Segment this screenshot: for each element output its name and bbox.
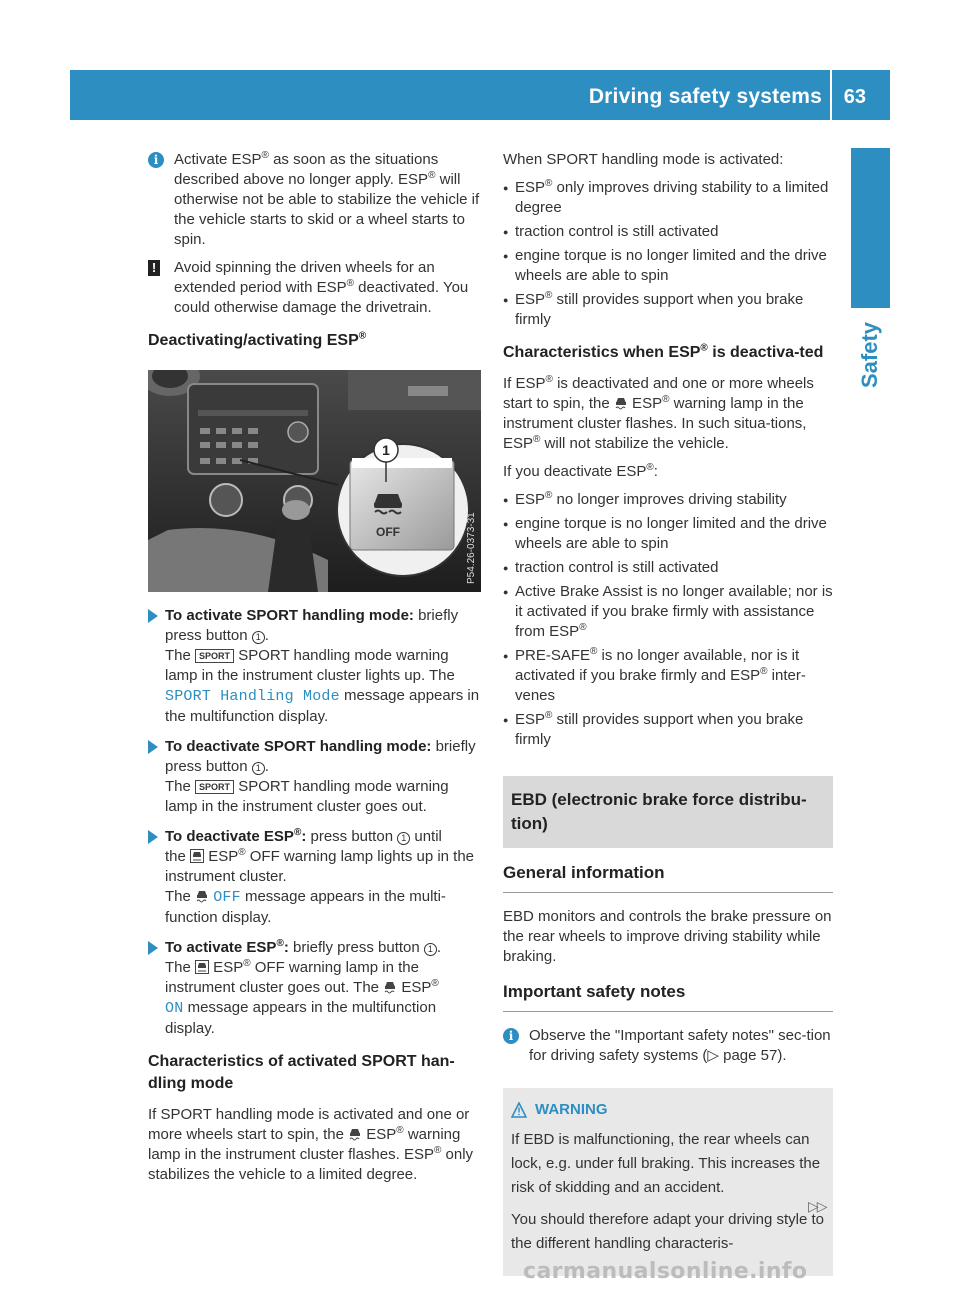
off-label: OFF [376,525,400,539]
action-arrow-icon [148,941,158,955]
step-deactivate-esp: To deactivate ESP®: press button 1 until the ESP® OFF warning lamp lights up in the instrument cluster. The OFF message appears in the multi-function display. [148,827,481,928]
heading-deactivating-esp: Deactivating/activating ESP® [148,330,367,349]
section-title: Driving safety systems [588,85,822,108]
display-message: SPORT Handling Mode [165,688,340,705]
list-item: ● traction control is still activated [503,222,833,242]
page-reference-arrow-icon: ▷ [707,1047,719,1064]
esp-warning-icon [348,1127,362,1141]
esp-deactivated-paragraph: If ESP® is deactivated and one or more wheels start to spin, the ESP® warning lamp in the instrument cluster flashes. In such situa-tions, ESP® will not stabilize the vehicle. [503,374,814,452]
watermark: carmanualsonline.info [523,1259,808,1284]
info-icon: i [148,152,164,168]
sport-symbol-icon: SPORT [195,780,234,794]
button-1-reference: 1 [252,631,265,644]
list-item: ● Active Brake Assist is no longer available; nor is it activated if you brake firmly with assistance from ESP® [503,582,833,642]
heading-esp-deactivated: Characteristics when ESP® is deactiva-ted [503,342,824,361]
list-item: ● ESP® only improves driving stability to a limited degree [503,178,833,218]
list-item: ● traction control is still activated [503,558,833,578]
warning-box [503,1088,833,1276]
ebd-section-heading: EBD (electronic brake force distribu-tion) [503,776,833,848]
button-1-reference: 1 [424,943,437,956]
warning-triangle-icon [511,1102,527,1118]
list-item: ● PRE-SAFE® is no longer available, nor is it activated if you brake firmly and ESP® inter-venes [503,646,833,706]
step-activate-esp: To activate ESP®: briefly press button 1 . The ESP® OFF warning lamp in the instrument cluster goes out. The ESP® ON message appears in the multifunction display. [148,938,481,1039]
heading-sport-characteristics: Characteristics of activated SPORT han-dling mode [148,1053,455,1092]
page-header [70,70,890,120]
display-message: OFF [213,889,241,906]
warning-text-2: You should therefore adapt your driving style to the different handling characteris- [511,1211,824,1252]
esp-off-icon [190,849,204,863]
header-divider [830,70,832,120]
heading-general-information: General information [503,862,833,893]
button-1-reference: 1 [252,762,265,775]
info-note: i Activate ESP® as soon as the situations described above no longer apply. ESP® will otherwise not be able to stabilize the vehicle if the vehicle starts to skid or a wheel starts to spin. [148,150,481,250]
page-number: 63 [843,86,866,108]
action-arrow-icon [148,830,158,844]
continue-arrows-icon: ▷▷ [808,1198,826,1214]
sport-symbol-icon: SPORT [195,649,234,663]
esp-off-icon [195,960,209,974]
exclamation-icon: ! [148,260,160,276]
warning-text-1: If EBD is malfunctioning, the rear wheels can lock, e.g. under full braking. This increases the risk of skidding and an accident. [511,1131,821,1196]
right-column [503,150,833,1276]
button-1-reference: 1 [397,832,410,845]
action-arrow-icon [148,609,158,623]
esp-warning-icon [614,396,628,410]
list-item: ● ESP® still provides support when you brake firmly [503,290,833,330]
console-illustration [148,370,481,592]
chapter-tab [851,148,890,308]
sport-paragraph: If SPORT handling mode is activated and one or more wheels start to spin, the ESP® warning lamp in the instrument cluster flashes. ESP® only stabilizes the vehicle to a limited degree. [148,1106,474,1183]
esp-warning-icon [195,889,209,903]
step-deactivate-sport: To deactivate SPORT handling mode: briefly press button 1 . The SPORT SPORT handling mode warning lamp in the instrument cluster goes out. [148,737,481,817]
step-activate-sport: To activate SPORT handling mode: briefly press button 1 . The SPORT SPORT handling mode warning lamp in the instrument cluster lights up. The SPORT Handling Mode message appears in the multifunction display. [148,606,481,727]
if-deactivate-intro: If you deactivate ESP®: [503,462,658,480]
action-arrow-icon [148,740,158,754]
left-column [148,150,481,1193]
figure-code: P54.26-0373-31 [466,512,477,584]
caution-note: ! Avoid spinning the driven wheels for an extended period with ESP® deactivated. You could otherwise damage the drivetrain. [148,258,481,318]
list-item: ● ESP® still provides support when you brake firmly [503,710,833,750]
ebd-description: EBD monitors and controls the brake pressure on the rear wheels to improve driving stability while braking. [503,908,832,965]
esp-button-photo [148,370,481,592]
list-item: ● engine torque is no longer limited and the drive wheels are able to spin [503,246,833,286]
list-item: ● engine torque is no longer limited and the drive wheels are able to spin [503,514,833,554]
observe-note: i Observe the "Important safety notes" sec-tion for driving safety systems (▷ page 57). [503,1026,833,1066]
sport-effects-list [503,178,833,330]
chapter-label: Safety [857,321,882,389]
info-icon: i [503,1028,519,1044]
warning-header: WARNING [511,1100,825,1120]
sport-intro: When SPORT handling mode is activated: [503,151,784,168]
list-item: ● ESP® no longer improves driving stability [503,490,833,510]
display-message: ON [165,1000,184,1017]
esp-warning-icon [383,980,397,994]
heading-important-safety-notes: Important safety notes [503,981,833,1012]
callout-number: 1 [382,442,390,458]
esp-off-effects-list [503,490,833,750]
